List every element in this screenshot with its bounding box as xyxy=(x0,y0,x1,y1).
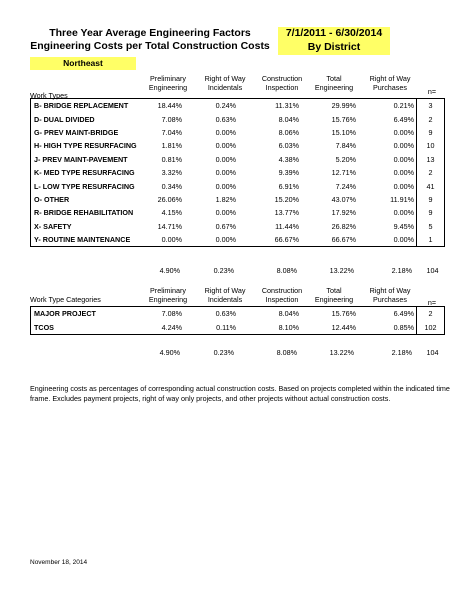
pe-value: 0.81% xyxy=(161,154,182,164)
pe-value: 4.15% xyxy=(161,208,182,218)
ci-header: Construction Inspection xyxy=(261,74,303,92)
title-line-1: Three Year Average Engineering Factors xyxy=(49,27,251,39)
n-value: 2 xyxy=(417,166,445,179)
total-rwp: 2.18% xyxy=(391,266,412,275)
te-value: 17.92% xyxy=(331,208,356,218)
date-range-box xyxy=(278,27,390,55)
work-type-row xyxy=(31,112,445,125)
rwp-value: 11.91% xyxy=(390,194,414,204)
rw-purchases-header: Right of Way Purchases xyxy=(369,74,411,92)
row-label: TCOS xyxy=(34,322,54,332)
cat-pe-header: Preliminary Engineering xyxy=(148,286,188,304)
rwp-value: 6.49% xyxy=(393,309,414,319)
cat-rwp-header: Right of Way Purchases xyxy=(369,286,411,304)
work-type-row xyxy=(31,126,445,139)
pe-value: 14.71% xyxy=(157,221,182,231)
n-value: 2 xyxy=(417,307,445,321)
rwp-value: 0.00% xyxy=(393,235,414,245)
n-value: 2 xyxy=(417,112,445,125)
total-ci: 8.08% xyxy=(276,266,297,275)
ci-value: 8.04% xyxy=(278,114,299,124)
te-value: 12.44% xyxy=(331,322,356,332)
work-types-header: Work Types xyxy=(30,91,68,100)
cat-total-te: 13.22% xyxy=(329,348,354,357)
rwp-value: 9.45% xyxy=(393,221,414,231)
cat-total-rwp: 2.18% xyxy=(391,348,412,357)
pe-value: 4.24% xyxy=(161,322,182,332)
cat-total-row: 0.23% xyxy=(213,348,234,357)
row-value: 0.63% xyxy=(215,114,236,124)
te-value: 43.07% xyxy=(331,194,356,204)
pe-value: 1.81% xyxy=(161,141,182,151)
pe-value: 26.06% xyxy=(157,194,182,204)
row-value: 0.63% xyxy=(215,309,236,319)
row-label: Y- ROUTINE MAINTENANCE xyxy=(34,235,131,245)
te-value: 26.82% xyxy=(331,221,356,231)
work-types-totals-row xyxy=(30,266,450,276)
pe-value: 0.34% xyxy=(161,181,182,191)
cat-total-n: 104 xyxy=(426,348,439,357)
ci-value: 11.31% xyxy=(275,101,299,111)
pe-value: 7.08% xyxy=(161,114,182,124)
ci-value: 8.10% xyxy=(278,322,299,332)
total-row: 0.23% xyxy=(213,266,234,275)
total-te: 13.22% xyxy=(329,266,354,275)
work-type-row xyxy=(31,220,445,233)
categories-table xyxy=(30,306,445,335)
work-type-row xyxy=(31,233,445,247)
te-value: 15.76% xyxy=(331,114,356,124)
te-value: 66.67% xyxy=(331,235,356,245)
row-value: 0.00% xyxy=(215,208,236,218)
te-value: 5.20% xyxy=(335,154,356,164)
n-value: 10 xyxy=(417,139,445,152)
n-value: 13 xyxy=(417,153,445,166)
row-value: 0.00% xyxy=(215,235,236,245)
rwp-value: 0.00% xyxy=(393,208,414,218)
n-value: 1 xyxy=(417,233,445,247)
pe-value: 18.44% xyxy=(157,101,182,111)
n-value: 5 xyxy=(417,220,445,233)
n-value: 102 xyxy=(417,320,445,334)
cat-n-header: n= xyxy=(427,298,437,307)
row-label: D- DUAL DIVIDED xyxy=(34,114,95,124)
pe-value: 0.00% xyxy=(161,235,182,245)
row-value: 0.67% xyxy=(215,221,236,231)
total-pe: 4.90% xyxy=(159,266,180,275)
rwp-value: 0.00% xyxy=(393,154,414,164)
work-type-row xyxy=(31,153,445,166)
row-label: H- HIGH TYPE RESURFACING xyxy=(34,141,137,151)
grouping-label: By District xyxy=(307,40,361,53)
date-range: 7/1/2011 - 6/30/2014 xyxy=(285,27,383,39)
ci-value: 4.38% xyxy=(278,154,299,164)
row-value: 0.24% xyxy=(215,101,236,111)
pe-value: 7.08% xyxy=(161,309,182,319)
row-value: 0.00% xyxy=(215,154,236,164)
title-line-2: Engineering Costs per Total Construction Costs xyxy=(30,40,270,52)
cat-te-header: Total Engineering xyxy=(314,286,354,304)
row-label: B- BRIDGE REPLACEMENT xyxy=(34,101,129,111)
row-label: R- BRIDGE REHABILITATION xyxy=(34,208,134,218)
work-types-table xyxy=(30,98,445,247)
report-date: November 18, 2014 xyxy=(30,559,88,566)
rwp-value: 0.00% xyxy=(393,168,414,178)
total-n: 104 xyxy=(426,266,439,275)
work-type-row xyxy=(31,179,445,192)
category-row xyxy=(31,307,445,321)
work-type-row xyxy=(31,139,445,152)
n-value: 41 xyxy=(417,179,445,192)
footnote: Engineering costs as percentages of corresponding actual construction costs. Based on projects completed within the indicated time frame. Excludes payment projects, right of way only projects, and other projects without actual construction costs. xyxy=(30,384,450,403)
ci-value: 15.20% xyxy=(274,194,299,204)
work-type-row xyxy=(31,193,445,206)
rwp-value: 0.00% xyxy=(393,181,414,191)
categories-totals-row xyxy=(30,348,450,358)
categories-header: Work Type Categories xyxy=(30,295,101,304)
ci-value: 9.39% xyxy=(278,168,299,178)
row-label: G- PREV MAINT-BRIDGE xyxy=(34,127,119,137)
n-value: 9 xyxy=(417,206,445,219)
row-value: 0.00% xyxy=(215,141,236,151)
te-value: 7.84% xyxy=(335,141,356,151)
work-type-row xyxy=(31,206,445,219)
rwp-value: 0.85% xyxy=(393,322,414,332)
te-header: Total Engineering xyxy=(314,74,354,92)
n-value: 9 xyxy=(417,126,445,139)
te-value: 15.76% xyxy=(331,309,356,319)
work-type-row xyxy=(31,99,445,113)
pe-header: Preliminary Engineering xyxy=(148,74,188,92)
row-label: J- PREV MAINT-PAVEMENT xyxy=(34,154,128,164)
cat-ci-header: Construction Inspection xyxy=(261,286,303,304)
row-value: 0.11% xyxy=(216,322,236,332)
n-value: 3 xyxy=(417,99,445,113)
ci-value: 8.04% xyxy=(278,309,299,319)
te-value: 15.10% xyxy=(331,127,356,137)
pe-value: 3.32% xyxy=(161,168,182,178)
district-badge: Northeast xyxy=(30,57,136,70)
row-label: K- MED TYPE RESURFACING xyxy=(34,168,135,178)
rwp-value: 0.00% xyxy=(393,141,414,151)
row-value: 0.00% xyxy=(215,127,236,137)
row-value: 0.00% xyxy=(215,168,236,178)
n-header: n= xyxy=(427,87,437,96)
ci-value: 6.91% xyxy=(278,181,299,191)
ci-value: 11.44% xyxy=(275,221,299,231)
ci-value: 8.06% xyxy=(278,127,299,137)
report-title xyxy=(30,27,270,53)
n-value: 9 xyxy=(417,193,445,206)
rwp-value: 0.00% xyxy=(393,127,414,137)
row-label: L- LOW TYPE RESURFACING xyxy=(34,181,135,191)
row-label: X- SAFETY xyxy=(34,221,72,231)
ci-value: 66.67% xyxy=(274,235,299,245)
cat-total-pe: 4.90% xyxy=(159,348,180,357)
te-value: 29.99% xyxy=(331,101,356,111)
ci-value: 6.03% xyxy=(278,141,299,151)
row-value: 0.00% xyxy=(215,181,236,191)
cat-total-ci: 8.08% xyxy=(276,348,297,357)
category-row xyxy=(31,320,445,334)
row-label: MAJOR PROJECT xyxy=(34,309,96,319)
te-value: 7.24% xyxy=(335,181,356,191)
rwp-value: 6.49% xyxy=(393,114,414,124)
row-incidentals-header: Right of Way Incidentals xyxy=(204,74,246,92)
te-value: 12.71% xyxy=(331,168,356,178)
work-type-row xyxy=(31,166,445,179)
rwp-value: 0.21% xyxy=(393,101,414,111)
row-label: O- OTHER xyxy=(34,194,70,204)
pe-value: 7.04% xyxy=(161,127,182,137)
ci-value: 13.77% xyxy=(274,208,299,218)
cat-row-header: Right of Way Incidentals xyxy=(204,286,246,304)
row-value: 1.82% xyxy=(215,194,236,204)
